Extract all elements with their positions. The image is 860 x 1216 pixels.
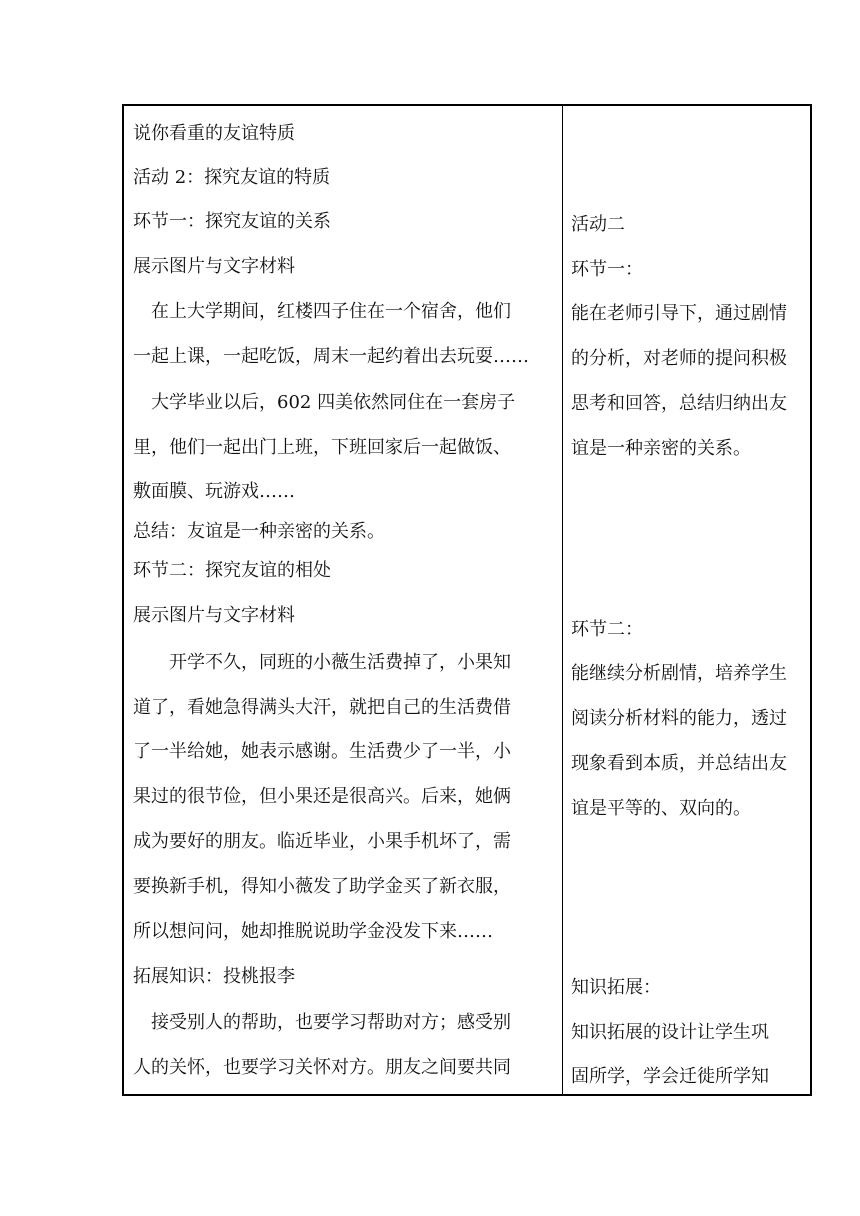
left-line: 接受别人的帮助，也要学习帮助对方；感受别: [151, 1012, 511, 1033]
left-line: 大学毕业以后，602 四美依然同住在一套房子: [151, 392, 516, 413]
right-line: 能在老师引导下，通过剧情: [571, 303, 787, 324]
left-line: 成为要好的朋友。临近毕业，小果手机坏了，需: [133, 831, 511, 852]
left-line: 要换新手机，得知小薇发了助学金买了新衣服，: [133, 876, 511, 897]
left-line: 一起上课，一起吃饭，周末一起约着出去玩耍……: [133, 346, 529, 367]
column-divider: [562, 106, 563, 1094]
left-line: 展示图片与文字材料: [133, 605, 295, 626]
right-line: 的分析，对老师的提问积极: [571, 348, 787, 369]
left-line: 说你看重的友谊特质: [133, 123, 295, 144]
left-line: 所以想问问，她却推脱说助学金没发下来……: [133, 921, 493, 942]
right-line: 环节一：: [571, 259, 643, 280]
right-line: 谊是平等的、双向的。: [571, 798, 751, 819]
left-line: 敷面膜、玩游戏……: [133, 481, 295, 502]
right-line: 知识拓展的设计让学生巩: [571, 1022, 769, 1043]
left-line: 在上大学期间，红楼四子住在一个宿舍，他们: [151, 301, 511, 322]
right-line: 活动二: [571, 214, 625, 235]
left-line: 道了，看她急得满头大汗，就把自己的生活费借: [133, 697, 511, 718]
left-line: 活动 2：探究友谊的特质: [133, 167, 331, 188]
left-line: 果过的很节俭，但小果还是很高兴。后来，她俩: [133, 786, 511, 807]
left-line: 展示图片与文字材料: [133, 256, 295, 277]
right-line: 现象看到本质，并总结出友: [571, 753, 787, 774]
right-line: 环节二：: [571, 619, 643, 640]
right-line: 知识拓展：: [571, 977, 661, 998]
content-table: [122, 104, 812, 1096]
left-line: 人的关怀，也要学习关怀对方。朋友之间要共同: [133, 1057, 511, 1078]
left-line: 环节二：探究友谊的相处: [133, 560, 331, 581]
right-line: 阅读分析材料的能力，透过: [571, 708, 787, 729]
left-line: 开学不久，同班的小薇生活费掉了，小果知: [169, 652, 511, 673]
right-line: 谊是一种亲密的关系。: [571, 438, 751, 459]
left-line: 了一半给她，她表示感谢。生活费少了一半，小: [133, 741, 511, 762]
right-line: 固所学，学会迁徙所学知: [571, 1066, 769, 1087]
left-line: 总结：友谊是一种亲密的关系。: [133, 521, 385, 542]
left-line: 里，他们一起出门上班，下班回家后一起做饭、: [133, 437, 511, 458]
right-line: 思考和回答，总结归纳出友: [571, 393, 787, 414]
left-line: 拓展知识：投桃报李: [133, 966, 295, 987]
right-line: 能继续分析剧情，培养学生: [571, 663, 787, 684]
left-line: 环节一：探究友谊的关系: [133, 211, 331, 232]
